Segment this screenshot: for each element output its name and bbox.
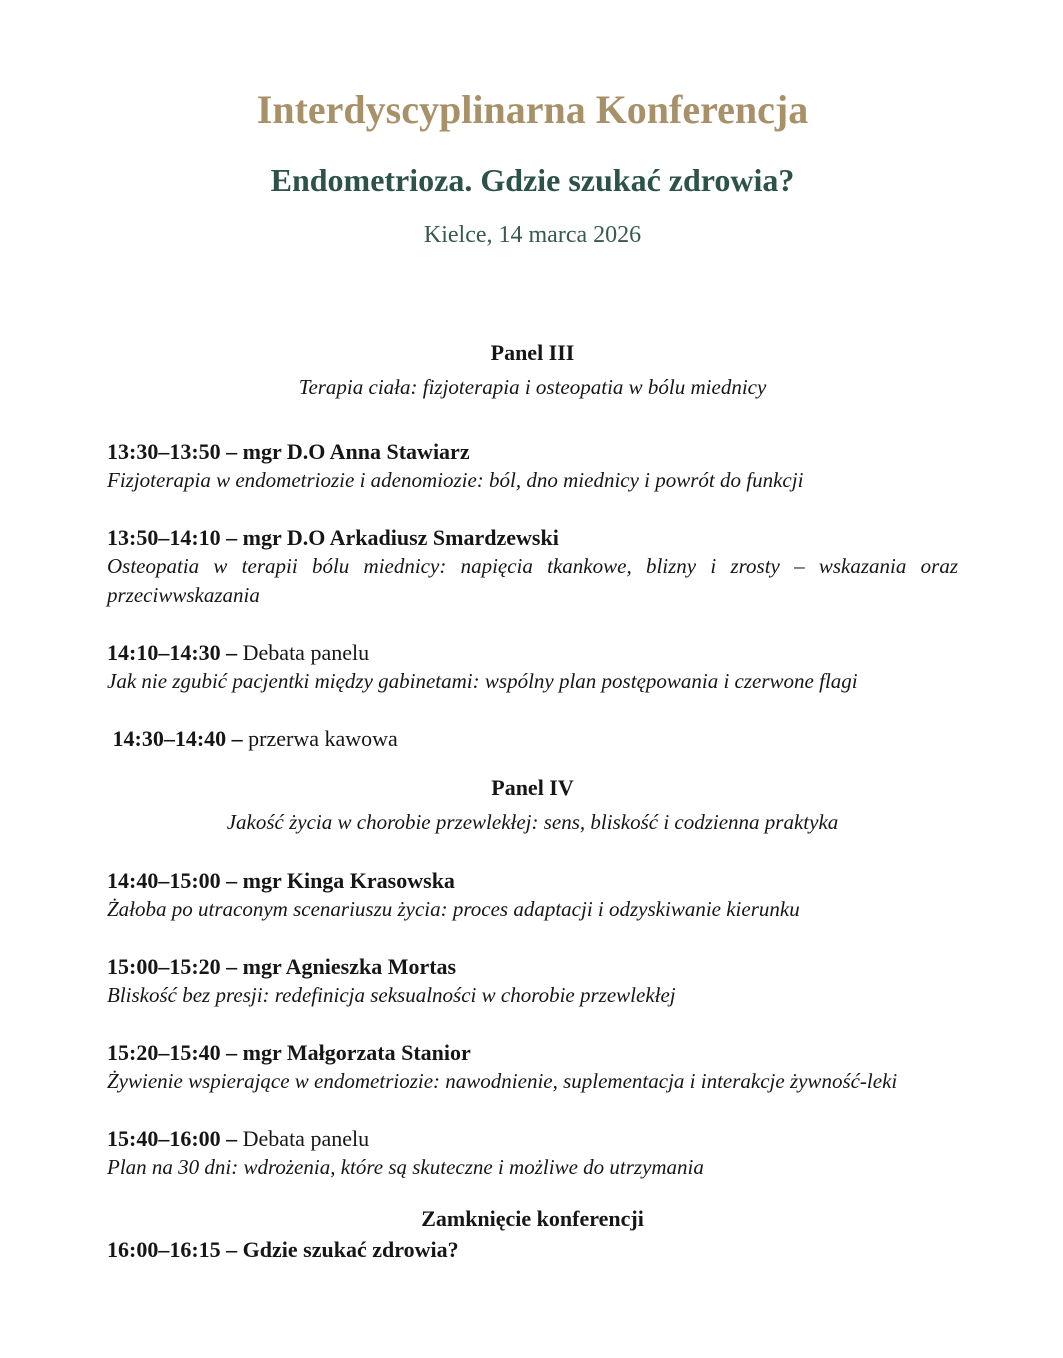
entry-time-line <box>107 1124 958 1153</box>
schedule-entry <box>107 1038 958 1096</box>
panel-3-section <box>107 338 958 753</box>
panel-3-theme: Terapia ciała: fizjoterapia i osteopatia w bólu miednicy <box>298 375 767 399</box>
entry-time-speaker: 13:30–13:50 – mgr D.O Anna Stawiarz <box>107 439 470 464</box>
entry-time: 14:10–14:30 – <box>107 640 238 665</box>
panel-3-heading: Panel III <box>490 340 575 365</box>
entry-topic: Fizjoterapia w endometriozie i adenomiozie: ból, dno miednicy i powrót do funkcji <box>107 468 804 492</box>
program-header <box>107 86 958 250</box>
entry-time-speaker: 15:20–15:40 – mgr Małgorzata Stanior <box>107 1040 471 1065</box>
entry-time: 14:30–14:40 – <box>107 726 243 751</box>
closing-time-title: 16:00–16:15 – Gdzie szukać zdrowia? <box>107 1237 459 1262</box>
conference-location-date: Kielce, 14 marca 2026 <box>423 222 642 248</box>
closing-section <box>107 1204 958 1264</box>
schedule-entry <box>107 1124 958 1182</box>
panel-4-entries <box>107 866 958 1182</box>
entry-topic: Żywienie wspierające w endometriozie: nawodnienie, suplementacja i interakcje żywność-leki <box>107 1069 898 1093</box>
entry-topic: Osteopatia w terapii bólu miednicy: napięcia tkankowe, blizny i zrosty – wskazania oraz przeciwwskazania <box>107 554 958 607</box>
schedule-entry <box>107 523 958 610</box>
entry-topic: Plan na 30 dni: wdrożenia, które są skuteczne i możliwe do utrzymania <box>107 1155 704 1179</box>
entry-activity: Debata panelu <box>237 1126 370 1151</box>
entry-time-line <box>107 523 958 552</box>
entry-time-speaker: 14:40–15:00 – mgr Kinga Krasowska <box>107 868 455 893</box>
conference-subtitle: Endometrioza. Gdzie szukać zdrowia? <box>270 162 795 198</box>
entry-activity: Debata panelu <box>237 640 370 665</box>
panel-4-theme: Jakość życia w chorobie przewlekłej: sens, bliskość i codzienna praktyka <box>226 810 839 834</box>
conference-title: Interdyscyplinarna Konferencja <box>256 87 809 132</box>
entry-topic: Żałoba po utraconym scenariuszu życia: proces adaptacji i odzyskiwanie kierunku <box>107 897 800 921</box>
entry-time: 15:40–16:00 – <box>107 1126 238 1151</box>
entry-activity: przerwa kawowa <box>242 726 398 751</box>
closing-heading: Zamknięcie konferencji <box>421 1206 644 1231</box>
entry-time-line <box>107 724 958 753</box>
schedule-entry <box>107 724 958 753</box>
entry-time-line <box>107 437 958 466</box>
closing-entry-line <box>107 1235 958 1264</box>
entry-time-line <box>107 1038 958 1067</box>
entry-topic: Bliskość bez presji: redefinicja seksualności w chorobie przewlekłej <box>107 983 676 1007</box>
panel-4-heading: Panel IV <box>491 775 574 800</box>
schedule-entry <box>107 952 958 1010</box>
entry-time-speaker: 13:50–14:10 – mgr D.O Arkadiusz Smardzewski <box>107 525 559 550</box>
entry-time-line <box>107 952 958 981</box>
panel-3-entries <box>107 437 958 753</box>
entry-time-speaker: 15:00–15:20 – mgr Agnieszka Mortas <box>107 954 457 979</box>
entry-time-line <box>107 638 958 667</box>
schedule-entry <box>107 866 958 924</box>
entry-topic: Jak nie zgubić pacjentki między gabinetami: wspólny plan postępowania i czerwone flagi <box>107 669 858 693</box>
panel-4-section <box>107 773 958 1182</box>
schedule-entry <box>107 638 958 696</box>
entry-time-line <box>107 866 958 895</box>
schedule-entry <box>107 437 958 495</box>
